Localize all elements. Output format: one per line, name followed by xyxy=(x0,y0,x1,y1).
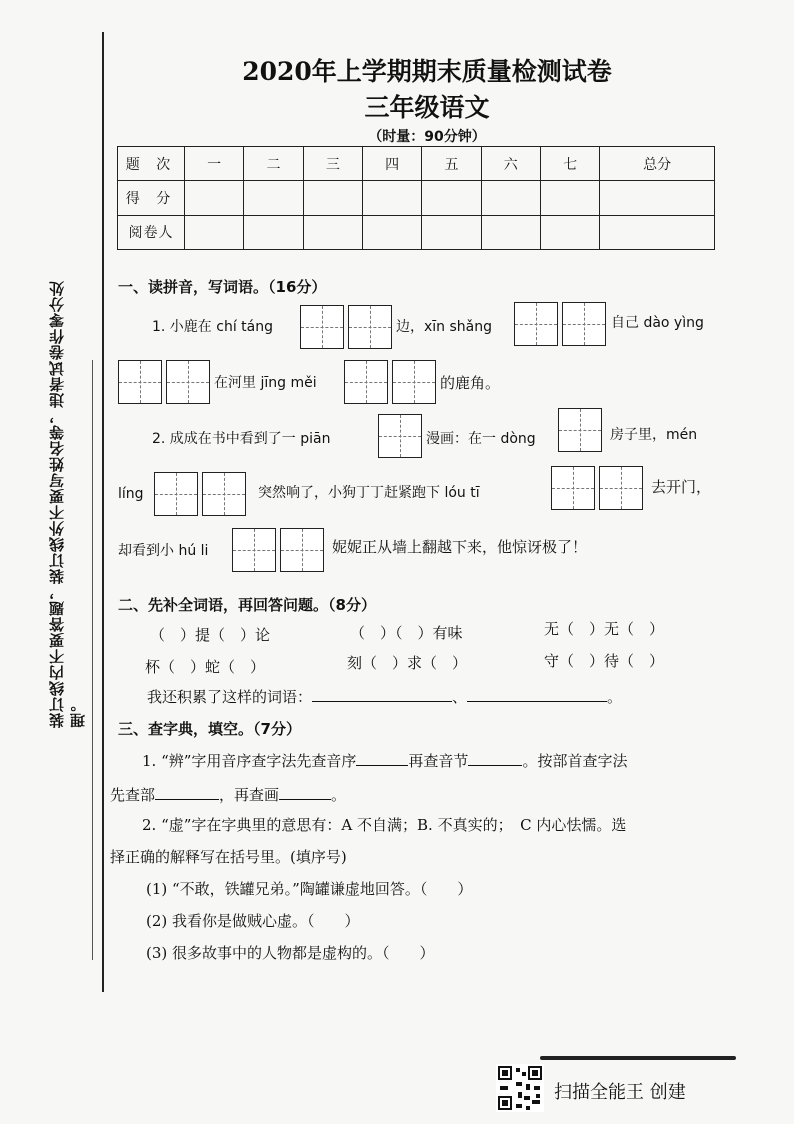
q2-text-d: líng xyxy=(118,486,144,502)
word-fill-item[interactable]: 刻（ ）求（ ） xyxy=(347,654,468,672)
section3-heading: 三、查字典，填空。（7分） xyxy=(118,720,301,738)
grader-cell[interactable] xyxy=(185,215,244,249)
col-6: 六 xyxy=(481,147,540,181)
binding-line xyxy=(102,32,104,992)
row-head-question: 题 次 xyxy=(118,147,185,181)
score-cell[interactable] xyxy=(422,181,481,215)
exam-time: （时量：90分钟） xyxy=(368,129,486,145)
answer-blank[interactable] xyxy=(468,765,522,766)
s3-sentence-2[interactable]: (2) 我看你是做贼心虚。（ ） xyxy=(146,912,360,930)
row-head-grader: 阅卷人 xyxy=(118,215,185,249)
qr-code-icon xyxy=(496,1064,544,1112)
grader-cell[interactable] xyxy=(362,215,421,249)
binding-margin-note: 装订线内不要答题，装订线外不要写姓名等，违者试卷作零分处理。 xyxy=(48,280,87,728)
tianzige-box[interactable] xyxy=(154,472,198,516)
s3-q1-text-b: 再查音节 xyxy=(408,752,469,770)
q2-text-b: 漫画：在一 dòng xyxy=(426,431,536,447)
tianzige-box[interactable] xyxy=(514,302,558,346)
score-cell[interactable] xyxy=(362,181,421,215)
tianzige-box[interactable] xyxy=(300,305,344,349)
col-4: 四 xyxy=(362,147,421,181)
s3-q1-text-e: ，再查画 xyxy=(219,786,280,804)
tianzige-box[interactable] xyxy=(599,466,643,510)
footer-rule xyxy=(540,1056,736,1060)
accumulate-label: 我还积累了这样的词语： xyxy=(147,688,313,706)
q2-text-e: 突然响了，小狗丁丁赶紧跑下 lóu tī xyxy=(258,485,480,501)
exam-subtitle: 三年级语文 xyxy=(364,93,490,122)
grader-cell[interactable] xyxy=(244,215,303,249)
col-7: 七 xyxy=(540,147,599,181)
s3-q1-text-f: 。 xyxy=(331,786,347,804)
separator: 、 xyxy=(452,688,468,706)
s3-q1-text-d: 先查部 xyxy=(110,786,156,804)
tianzige-box[interactable] xyxy=(378,414,422,458)
section2-heading: 二、先补全词语，再回答问题。（8分） xyxy=(118,596,376,614)
section1-heading: 一、读拼音，写词语。（16分） xyxy=(118,278,327,296)
q2-text-h: 妮妮正从墙上翻越下来，他惊讶极了！ xyxy=(332,538,588,556)
q1-text-c: 自己 dào yìng xyxy=(611,315,704,331)
answer-blank[interactable] xyxy=(279,799,331,800)
grader-cell[interactable] xyxy=(600,215,715,249)
tianzige-box[interactable] xyxy=(348,305,392,349)
table-row xyxy=(118,181,715,215)
table-row xyxy=(118,215,715,249)
score-table xyxy=(117,146,715,250)
answer-blank[interactable] xyxy=(155,799,219,800)
answer-blank[interactable] xyxy=(356,765,408,766)
exam-title: 2020年上学期期末质量检测试卷 xyxy=(242,57,612,86)
row-head-score: 得 分 xyxy=(118,181,185,215)
q1-text-d: 在河里 jīng měi xyxy=(214,375,317,391)
word-fill-item[interactable]: （ ）（ ）有味 xyxy=(350,624,463,642)
col-5: 五 xyxy=(422,147,481,181)
score-cell[interactable] xyxy=(600,181,715,215)
table-row xyxy=(118,147,715,181)
word-fill-item[interactable]: （ ）提（ ）论 xyxy=(150,626,271,644)
s3-q1-line2 xyxy=(110,784,346,805)
tianzige-box[interactable] xyxy=(551,466,595,510)
col-2: 二 xyxy=(244,147,303,181)
word-fill-item[interactable]: 杯（ ）蛇（ ） xyxy=(145,658,266,676)
scanner-brand: 扫描全能王 创建 xyxy=(554,1082,686,1103)
period: 。 xyxy=(607,688,623,706)
col-1: 一 xyxy=(185,147,244,181)
grader-cell[interactable] xyxy=(540,215,599,249)
tianzige-box[interactable] xyxy=(344,360,388,404)
s3-q1-text-c: 。按部首查字法 xyxy=(522,752,628,770)
s3-q1-text-a: 1. “辨”字用音序查字法先查音序 xyxy=(142,752,357,770)
s3-sentence-3[interactable]: (3) 很多故事中的人物都是虚构的。（ ） xyxy=(146,944,435,962)
grader-cell[interactable] xyxy=(303,215,362,249)
word-fill-item[interactable]: 无（ ）无（ ） xyxy=(544,620,665,638)
q1-text-b: 边，xīn shǎng xyxy=(396,319,493,335)
q2-text-a: 2. 成成在书中看到了一 piān xyxy=(152,431,331,447)
tianzige-box[interactable] xyxy=(392,360,436,404)
tianzige-box[interactable] xyxy=(562,302,606,346)
score-cell[interactable] xyxy=(303,181,362,215)
q2-text-f: 去开门， xyxy=(651,478,712,496)
word-fill-item[interactable]: 守（ ）待（ ） xyxy=(544,652,665,670)
tianzige-box[interactable] xyxy=(202,472,246,516)
grader-cell[interactable] xyxy=(481,215,540,249)
s3-q2-line1: 2. “虚”字在字典里的意思有：A 不自满；B. 不真实的； C 内心怯懦。选 xyxy=(142,816,627,834)
s3-q2-line2: 择正确的解释写在括号里。(填序号) xyxy=(110,848,347,866)
q2-text-c: 房子里，mén xyxy=(610,427,698,443)
tianzige-box[interactable] xyxy=(232,528,276,572)
tianzige-box[interactable] xyxy=(280,528,324,572)
answer-blank[interactable] xyxy=(312,701,452,702)
answer-blank[interactable] xyxy=(467,701,607,702)
q1-text-e: 的鹿角。 xyxy=(440,374,501,392)
tianzige-box[interactable] xyxy=(166,360,210,404)
tianzige-box[interactable] xyxy=(118,360,162,404)
col-3: 三 xyxy=(303,147,362,181)
accumulate-line xyxy=(147,686,622,707)
score-cell[interactable] xyxy=(481,181,540,215)
s3-sentence-1[interactable]: (1) “不敢，铁罐兄弟。”陶罐谦虚地回答。（ ） xyxy=(146,880,473,898)
grader-cell[interactable] xyxy=(422,215,481,249)
score-cell[interactable] xyxy=(540,181,599,215)
tianzige-box[interactable] xyxy=(558,408,602,452)
score-cell[interactable] xyxy=(244,181,303,215)
q1-text-a: 1. 小鹿在 chí táng xyxy=(152,319,273,335)
score-cell[interactable] xyxy=(185,181,244,215)
s3-q1-line1 xyxy=(142,750,627,771)
q2-text-g: 却看到小 hú li xyxy=(118,543,209,559)
col-total: 总分 xyxy=(600,147,715,181)
